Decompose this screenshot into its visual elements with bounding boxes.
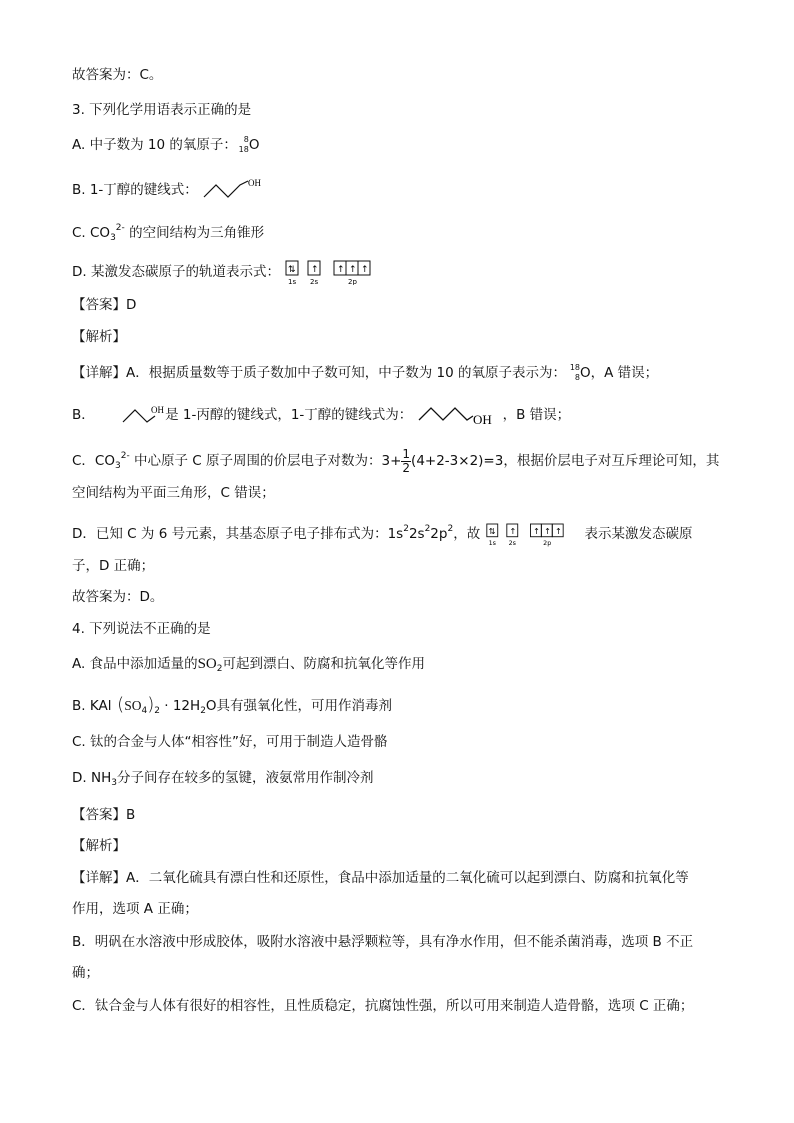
q3-answer: 【答案】D [72, 297, 137, 313]
q4-explain-a-cont: 作用，选项 A 正确； [72, 901, 198, 917]
isotope-notation: 8 18 [238, 135, 249, 154]
q3-final-answer: 故答案为：D。 [72, 589, 164, 605]
q4-explain-c: C．钛合金与人体有很好的相容性，且性质稳定，抗腐蚀性强，所以可用来制造人造骨骼，选项 C 正确； [72, 998, 694, 1014]
q4-option-d: D. $NH_3$分子间存在较多的氢键，液氨常用作制冷剂 [72, 770, 374, 788]
q3-explain-c: C．$CO_3^{2-}$ 中心原子 C 原子周围的价层电子对数为：3+ $\frac{1}{2}$ (4+2-3×2)=3，根据价层电子对互斥理论可知，其 [72, 446, 720, 475]
svg-text:⇅: ⇅ [488, 526, 495, 536]
svg-text:OH: OH [472, 412, 492, 426]
svg-text:2p: 2p [542, 539, 551, 547]
q3-explain-d: D．已知 C 为 6 号元素，其基态原子电子排布式为：$1s^22s^22p^2$，故 ⇅ ↑ ↑ ↑ ↑ 1s 2s 2p 表示某激发态碳原 [72, 520, 693, 547]
svg-text:↑: ↑ [361, 265, 369, 275]
svg-text:↑: ↑ [532, 526, 540, 536]
q3-analysis-heading: 【解析】 [72, 329, 126, 345]
orbital-diagram-2 [485, 521, 585, 547]
svg-text:1s: 1s [288, 278, 297, 285]
svg-text:1s: 1s [488, 539, 496, 547]
svg-text:↑: ↑ [509, 526, 516, 536]
question-3-stem: 3. 下列化学用语表示正确的是 [72, 102, 252, 118]
q3-explain-c-cont: 空间结构为平面三角形，C 错误； [72, 485, 275, 501]
answer-line-prev: 故答案为：C。 [72, 67, 163, 83]
svg-text:↑: ↑ [337, 265, 345, 275]
q3-explain-d-cont: 子，D 正确； [72, 558, 155, 574]
butanol-skeletal-formula-2 [417, 404, 503, 426]
svg-text:2s: 2s [310, 278, 319, 285]
q4-explain-b-cont: 确； [72, 965, 99, 981]
q3-explain-b: B． OH 是 1-丙醇的键线式，1-丁醇的键线式为： OH ，B 错误； [72, 405, 571, 426]
svg-text:↑: ↑ [554, 526, 562, 536]
q4-option-b: B. KAl $(SO_4)_2 \cdot 12H_2O$具有强氧化性，可用作消毒剂 [72, 694, 393, 716]
svg-text:↑: ↑ [543, 526, 551, 536]
q3-explain-a: 【详解】A．根据质量数等于质子数加中子数可知，中子数为 10 的氧原子表示为： 18 8 O，A 错误； [72, 363, 659, 382]
svg-text:⇅: ⇅ [288, 265, 296, 275]
q4-analysis-heading: 【解析】 [72, 838, 126, 854]
q3-option-a: A. 中子数为 10 的氧原子： 8 18 O [72, 135, 260, 154]
svg-text:↑: ↑ [349, 265, 357, 275]
q4-explain-a: 【详解】A．二氧化硫具有漂白性和还原性，食品中添加适量的二氧化硫可以起到漂白、防腐和抗氧化等 [72, 870, 689, 886]
q4-answer: 【答案】B [72, 807, 136, 823]
q3-option-d: D. 某激发态碳原子的轨道表示式： ⇅ ↑ ↑ ↑ ↑ 1s 2s 2p [72, 259, 394, 285]
propanol-skeletal-formula [99, 404, 165, 426]
butanol-skeletal-formula [202, 177, 272, 203]
question-4-stem: 4. 下列说法不正确的是 [72, 621, 211, 637]
q3-option-b: B. 1-丁醇的键线式： OH [72, 177, 272, 203]
fraction-half: $\frac{1}{2}$ [402, 446, 411, 475]
svg-text:OH: OH [248, 178, 262, 188]
svg-text:↑: ↑ [311, 265, 319, 275]
svg-text:2s: 2s [508, 539, 516, 547]
svg-text:OH: OH [151, 405, 165, 415]
orbital-diagram [284, 259, 394, 285]
svg-text:2p: 2p [348, 278, 358, 285]
q4-explain-b: B．明矾在水溶液中形成胶体，吸附水溶液中悬浮颗粒等，具有净水作用，但不能杀菌消毒，选项 B 不正 [72, 934, 694, 950]
q3-option-c: C. $CO_3^{2-}$ 的空间结构为三角锥形 [72, 223, 265, 243]
q4-option-c: C. 钛的合金与人体“相容性”好，可用于制造人造骨骼 [72, 734, 388, 750]
q4-option-a: A. 食品中添加适量的$SO_2$可起到漂白、防腐和抗氧化等作用 [72, 656, 426, 674]
